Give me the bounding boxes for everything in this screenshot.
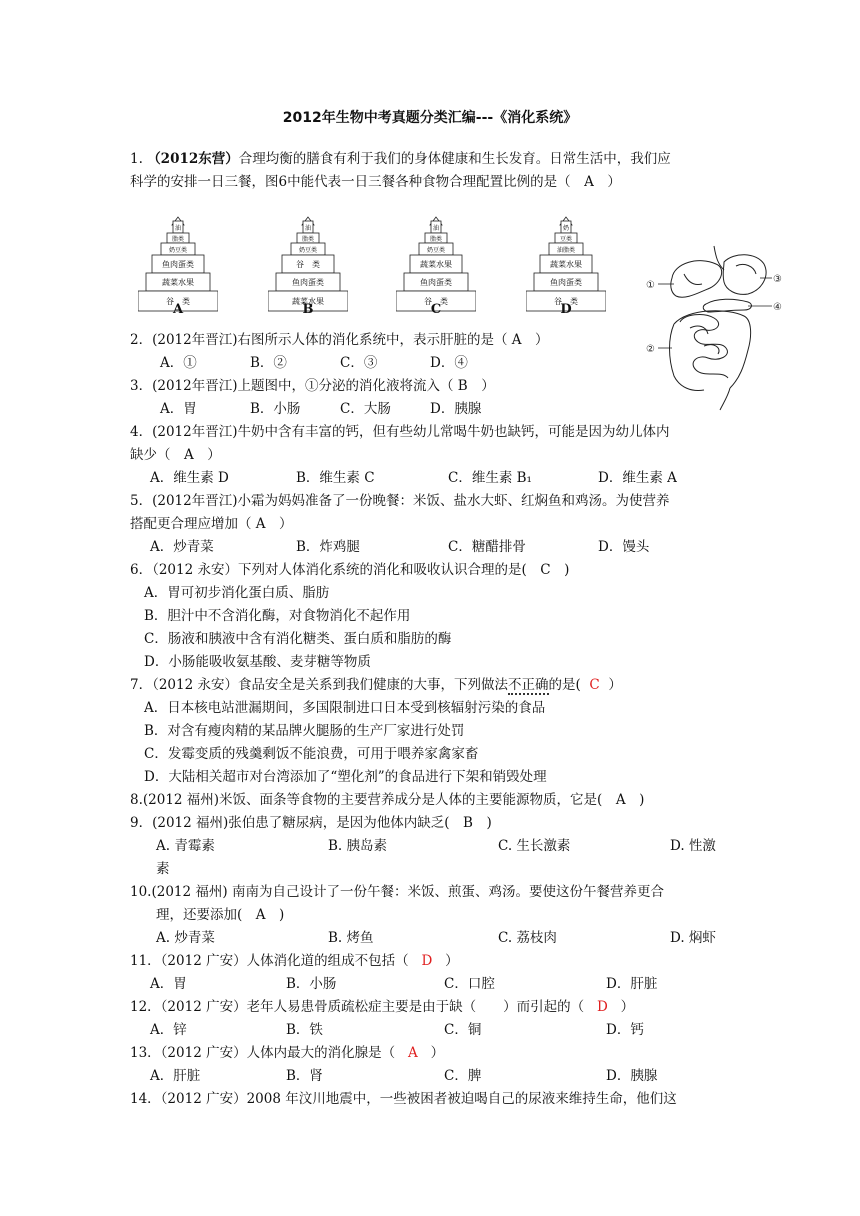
question-2-option-a: A．①	[160, 355, 197, 371]
document-title: 2012年生物中考真题分类汇编---《消化系统》	[282, 110, 578, 126]
pyramid-level-label: 谷 类	[166, 297, 190, 306]
question-13-option-c: C．脾	[444, 1068, 482, 1084]
pyramid-level-label: 奶豆类	[426, 247, 446, 254]
question-12-option-c: C．铜	[444, 1022, 482, 1038]
pyramid-level-label: 脂类	[429, 236, 443, 243]
question-10-option-a: A. 炒青菜	[156, 930, 215, 946]
question-14: 14．（2012 广安）2008 年汶川地震中，一些被困者被迫喝自己的尿液来维持生命，他们这	[130, 1091, 677, 1107]
pyramid-level-label: 奶豆类	[168, 247, 188, 254]
question-2-option-c: C．③	[340, 355, 378, 371]
question-4-option-c: C．维生素 B₁	[448, 470, 532, 486]
question-4-line-2: 缺少（ A ）	[130, 447, 221, 463]
question-3-option-c: C．大肠	[340, 401, 391, 417]
pyramid-level-label: 脂类	[171, 236, 185, 243]
question-5-option-a: A．炒青菜	[150, 539, 214, 555]
question-9-option-d-wrap: 素	[156, 861, 170, 877]
question-9-option-d: D. 性激	[670, 838, 716, 854]
diagram-label-1: ①	[646, 280, 655, 291]
pyramid-level-label: 谷 类	[554, 297, 578, 306]
diagram-label-3: ③	[773, 274, 782, 285]
question-3-option-b: B．小肠	[250, 401, 301, 417]
pyramid-level-label: 奶	[562, 225, 570, 232]
question-9: 9．(2012 福州)张伯患了糖尿病，是因为他体内缺乏( B )	[130, 815, 492, 831]
question-7-option-c: C．发霉变质的残羹剩饭不能浪费，可用于喂养家禽家畜	[144, 746, 479, 762]
question-2: 2．(2012年晋江)右图所示人体的消化系统中，表示肝脏的是（ A ）	[130, 332, 549, 348]
food-pyramid-label: B	[302, 302, 314, 317]
question-8: 8.(2012 福州)米饭、面条等食物的主要营养成分是人体的主要能源物质，它是( A )	[130, 792, 645, 808]
question-3-option-a: A．胃	[160, 401, 197, 417]
question-2-option-b: B．②	[250, 355, 287, 371]
question-7-option-b: B．对含有瘦肉精的某品牌火腿肠的生产厂家进行处罚	[144, 723, 465, 739]
question-11-option-d: D．肝脏	[606, 976, 658, 992]
question-11-option-c: C．口腔	[444, 976, 495, 992]
question-12-option-a: A．锌	[150, 1022, 187, 1038]
diagram-label-4: ④	[773, 302, 782, 313]
pyramid-level-label: 油	[174, 225, 182, 232]
question-13-option-b: B．肾	[286, 1068, 323, 1084]
question-13: 13．（2012 广安）人体内最大的消化腺是（ A ）	[130, 1045, 445, 1061]
food-pyramid-label: A	[172, 302, 184, 317]
question-4-option-a: A．维生素 D	[150, 470, 229, 486]
pyramid-level-label: 鱼肉蛋类	[292, 278, 324, 287]
question-9-option-c: C. 生长激素	[498, 838, 571, 854]
question-10-line-2: 理，还要添加( A )	[156, 907, 285, 923]
question-5-option-b: B．炸鸡腿	[296, 539, 360, 555]
pyramid-level-label: 蔬菜水果	[420, 260, 452, 269]
question-4-option-d: D．维生素 A	[598, 470, 677, 486]
digestive-system-diagram	[644, 238, 794, 416]
question-7: 7．（2012 永安）食品安全是关系到我们健康的大事，下列做法不正确的是( C ）	[130, 677, 622, 693]
question-2-option-d: D．④	[430, 355, 468, 371]
pyramid-level-label: 豆类	[559, 236, 573, 243]
question-6-option-a: A．胃可初步消化蛋白质、脂肪	[144, 585, 330, 601]
question-12-option-d: D．钙	[606, 1022, 644, 1038]
question-3-option-d: D．胰腺	[430, 401, 482, 417]
pyramid-level-label: 谷 类	[424, 297, 448, 306]
question-6: 6．（2012 永安）下列对人体消化系统的消化和吸收认识合理的是( C )	[130, 562, 570, 578]
pyramid-level-label: 蔬菜水果	[550, 260, 582, 269]
question-12: 12．（2012 广安）老年人易患骨质疏松症主要是由于缺（ ）而引起的（ D ）	[130, 999, 635, 1015]
pyramid-level-label: 蔬菜水果	[162, 278, 194, 287]
pyramid-level-label: 油	[432, 225, 440, 232]
question-5-option-c: C．糖醋排骨	[448, 539, 526, 555]
question-5-line-2: 搭配更合理应增加（ A ）	[130, 516, 293, 532]
food-pyramid-label: D	[560, 302, 572, 317]
pyramid-level-label: 谷 类	[296, 260, 320, 269]
question-10-option-b: B. 烤鱼	[328, 930, 374, 946]
question-11-option-b: B．小肠	[286, 976, 337, 992]
pyramid-level-label: 鱼肉蛋类	[420, 278, 452, 287]
pyramid-level-label: 奶豆类	[298, 247, 318, 254]
pyramid-level-label: 脂类	[301, 236, 315, 243]
question-4-option-b: B．维生素 C	[296, 470, 375, 486]
question-11: 11．（2012 广安）人体消化道的组成不包括（ D ）	[130, 953, 459, 969]
question-7-option-a: A．日本核电站泄漏期间，多国限制进口日本受到核辐射污染的食品	[144, 700, 546, 716]
diagram-label-2: ②	[646, 344, 655, 355]
question-1-line-1: 1. （2012东营）合理均衡的膳食有利于我们的身体健康和生长发育。日常生活中，我们应	[130, 151, 671, 167]
question-4-line-1: 4．(2012年晋江)牛奶中含有丰富的钙，但有些幼儿常喝牛奶也缺钙，可能是因为幼儿体内	[130, 424, 670, 440]
pyramid-level-label: 油脂类	[556, 247, 576, 254]
food-pyramid-label: C	[430, 302, 442, 317]
question-6-option-b: B．胆汁中不含消化酶，对食物消化不起作用	[144, 608, 411, 624]
question-7-option-d: D．大陆相关超市对台湾添加了“塑化剂”的食品进行下架和销毁处理	[144, 769, 547, 785]
question-5-line-1: 5．(2012年晋江)小霜为妈妈准备了一份晚餐：米饭、盐水大虾、红焖鱼和鸡汤。为使营养	[130, 493, 670, 509]
pyramid-level-label: 油	[304, 225, 312, 232]
question-9-option-a: A. 青霉素	[156, 838, 215, 854]
question-12-option-b: B．铁	[286, 1022, 323, 1038]
question-6-option-d: D．小肠能吸收氨基酸、麦芽糖等物质	[144, 654, 371, 670]
question-11-option-a: A．胃	[150, 976, 187, 992]
question-6-option-c: C．肠液和胰液中含有消化糖类、蛋白质和脂肪的酶	[144, 631, 452, 647]
question-5-option-d: D．馒头	[598, 539, 650, 555]
question-13-option-a: A．肝脏	[150, 1068, 201, 1084]
pyramid-level-label: 鱼肉蛋类	[162, 260, 194, 269]
question-10-option-d: D. 焖虾	[670, 930, 716, 946]
pyramid-level-label: 蔬菜水果	[292, 297, 324, 306]
question-1-line-2: 科学的安排一日三餐，图6中能代表一日三餐各种食物合理配置比例的是（ A ）	[130, 174, 621, 190]
question-10-option-c: C. 荔枝肉	[498, 930, 557, 946]
question-13-option-d: D．胰腺	[606, 1068, 658, 1084]
pyramid-level-label: 鱼肉蛋类	[550, 278, 582, 287]
question-10-line-1: 10.(2012 福州) 南南为自己设计了一份午餐：米饭、煎蛋、鸡汤。要使这份午餐营养更合	[130, 884, 664, 900]
question-3: 3．(2012年晋江)上题图中，①分泌的消化液将流入（ B ）	[130, 378, 495, 394]
question-9-option-b: B. 胰岛素	[328, 838, 388, 854]
